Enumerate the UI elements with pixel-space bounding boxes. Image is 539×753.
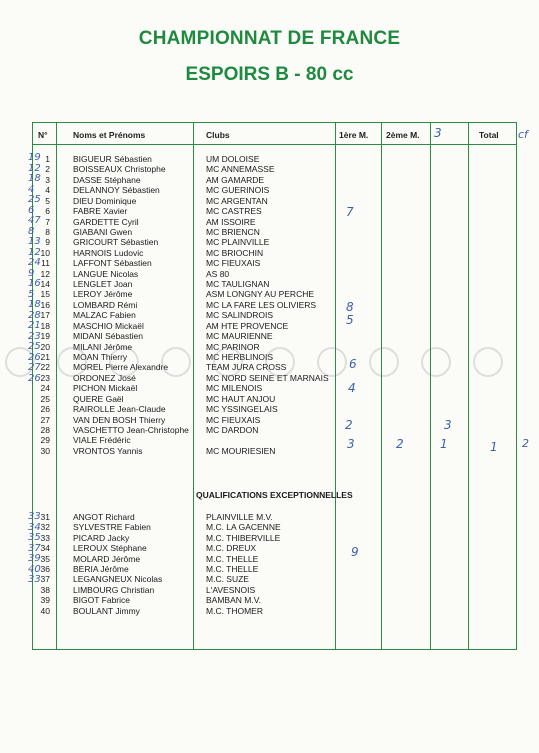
handwritten-mark: 4 — [348, 381, 356, 395]
handwritten-mark: 1 — [490, 440, 498, 454]
rider-number: 15 — [40, 289, 50, 300]
table-row — [0, 522, 539, 533]
handwritten-mark: 24 — [28, 257, 41, 268]
table-row — [0, 289, 539, 300]
handwritten-mark: 1 — [440, 437, 448, 451]
table-row — [0, 554, 539, 565]
rider-name: DASSE Stéphane — [73, 174, 141, 185]
rider-number: 39 — [40, 595, 50, 606]
rider-name: MOREL Pierre Alexandre — [73, 362, 169, 373]
rider-club: AM ISSOIRE — [206, 216, 256, 227]
handwritten-mark: 5 — [28, 288, 35, 300]
handwritten-mark: 33 — [28, 511, 41, 522]
header-clubs: Clubs — [206, 130, 230, 140]
table-row — [0, 512, 539, 523]
rider-name: BERIA Jérôme — [73, 564, 129, 574]
handwritten-mark: 21 — [28, 320, 41, 331]
rider-club: MC HAUT ANJOU — [206, 393, 276, 404]
handwritten-mark: 8 — [346, 300, 354, 314]
rider-club: MC BRIOCHIN — [206, 247, 264, 258]
rider-club: MC NORD SEINE ET MARNAIS — [206, 372, 329, 383]
rider-club: MC YSSINGELAIS — [206, 404, 278, 415]
rider-club: M.C. THELLE — [206, 564, 259, 574]
rider-name: DIEU Dominique — [73, 195, 137, 206]
watermark-strip — [0, 340, 539, 396]
handwritten-mark: 18 — [28, 299, 41, 310]
page-subtitle: ESPOIRS B - 80 cc — [185, 64, 354, 85]
rider-number: 11 — [41, 258, 50, 269]
rider-name: SYLVESTRE Fabien — [73, 522, 151, 533]
handwritten-mark: 33 — [28, 574, 41, 585]
handwritten-mark: 6 — [349, 357, 357, 371]
table-row — [0, 606, 539, 617]
rider-name: LOMBARD Rémi — [73, 299, 138, 310]
table-row — [0, 185, 539, 196]
table-row — [0, 446, 539, 457]
rider-number: 28 — [40, 424, 50, 435]
handwritten-mark: 9 — [351, 545, 359, 559]
table-row — [0, 574, 539, 585]
rider-club: MC PLAINVILLE — [206, 237, 270, 248]
page-title: CHAMPIONNAT DE FRANCE — [138, 28, 401, 49]
rider-number: 9 — [45, 237, 50, 248]
table-row — [0, 269, 539, 280]
rider-name: VAN DEN BOSH Thierry — [73, 414, 166, 425]
handwritten-mark: 40 — [28, 563, 41, 575]
rider-number: 26 — [40, 404, 50, 415]
rider-name: ORDONEZ José — [73, 372, 136, 383]
header-first-round: 1ère M. — [339, 130, 369, 140]
rider-name: LEROY Jérôme — [73, 289, 133, 300]
rider-name: BOISSEAUX Christophe — [73, 164, 166, 175]
rider-number: 18 — [40, 320, 50, 331]
rider-club: AM GAMARDE — [206, 174, 265, 185]
rider-number: 33 — [40, 532, 50, 543]
rider-club: MC SALINDROIS — [206, 310, 274, 321]
handwritten-mark: 12 — [28, 246, 41, 258]
rider-name: FABRE Xavier — [73, 206, 128, 217]
qualifications-heading: QUALIFICATIONS EXCEPTIONNELLES — [196, 490, 353, 500]
rider-number: 25 — [40, 393, 50, 404]
table-row — [0, 564, 539, 575]
handwritten-mark: 3 — [434, 126, 442, 140]
rider-club: M.C. LA GACENNE — [206, 522, 281, 533]
rider-club: MC HERBLINOIS — [206, 351, 274, 362]
rider-name: MOAN Thierry — [73, 351, 128, 362]
rider-number: 3 — [45, 174, 50, 185]
handwritten-mark: 2 — [345, 418, 353, 432]
handwritten-mark: 39 — [28, 553, 41, 564]
rider-club: MC MILENOIS — [206, 383, 263, 394]
rider-number: 29 — [40, 435, 50, 446]
rider-club: MC ANNEMASSE — [206, 164, 275, 175]
handwritten-mark: 2 — [396, 437, 404, 451]
rider-number: 40 — [40, 605, 50, 616]
rider-club: MC GUERINOIS — [206, 185, 270, 196]
rider-number: 20 — [40, 341, 50, 352]
rider-name: RAIROLLE Jean-Claude — [73, 404, 166, 415]
rider-number: 27 — [40, 414, 50, 425]
rider-number: 5 — [45, 195, 50, 206]
handwritten-mark: 25 — [28, 194, 41, 205]
handwritten-mark: 13 — [28, 236, 41, 247]
handwritten-mark: 7 — [346, 205, 354, 219]
rider-name: HARNOIS Ludovic — [73, 247, 144, 258]
rider-club: AM HTE PROVENCE — [206, 320, 289, 331]
rider-club: M.C. THOMER — [206, 605, 263, 616]
rider-club: MC PARINOR — [206, 341, 260, 352]
table-row — [0, 415, 539, 426]
rider-number: 37 — [40, 574, 50, 585]
rider-number: 2 — [45, 164, 50, 175]
handwritten-mark: 3 — [444, 418, 452, 432]
rider-club: BAMBAN M.V. — [206, 595, 261, 606]
rider-club: ASM LONGNY AU PERCHE — [206, 289, 315, 300]
table-row — [0, 175, 539, 186]
rider-club: M.C. SUZE — [206, 574, 249, 585]
rider-club: MC MAURIENNE — [206, 331, 273, 342]
rider-name: VIALE Frédéric — [73, 435, 131, 446]
rider-number: 8 — [45, 226, 50, 237]
rider-name: ANGOT Richard — [73, 512, 135, 522]
table-row — [0, 196, 539, 207]
table-row — [0, 425, 539, 436]
rider-club: MC ARGENTAN — [206, 195, 268, 206]
rider-name: GRICOURT Sébastien — [73, 237, 159, 248]
table-row — [0, 206, 539, 217]
rider-club: AS 80 — [206, 268, 230, 279]
rider-name: DELANNOY Sébastien — [73, 185, 160, 196]
rider-club: MC TAULIGNAN — [206, 279, 270, 290]
table-header-line — [32, 144, 516, 145]
rider-name: PICARD Jacky — [73, 532, 130, 543]
rider-name: LAFFONT Sébastien — [73, 258, 152, 269]
rider-number: 35 — [40, 553, 50, 564]
rider-number: 17 — [40, 310, 50, 321]
rider-number: 6 — [45, 206, 50, 217]
handwritten-mark: 16 — [28, 278, 41, 289]
rider-name: LENGLET Joan — [73, 279, 133, 290]
table-bottom-line — [32, 649, 516, 650]
rider-name: MILANI Jérôme — [73, 341, 133, 352]
handwritten-mark: 2 — [522, 437, 529, 450]
rider-number: 1 — [45, 154, 50, 164]
rider-number: 38 — [40, 584, 50, 595]
rider-name: GARDETTE Cyril — [73, 216, 139, 227]
table-row — [0, 164, 539, 175]
rider-club: M.C. DREUX — [206, 543, 257, 554]
handwritten-mark: 12 — [28, 162, 41, 174]
handwritten-mark: 5 — [346, 313, 354, 327]
table-row — [0, 404, 539, 415]
handwritten-mark: 37 — [28, 542, 41, 554]
rider-name: GIABANI Gwen — [73, 226, 133, 237]
rider-name: LEROUX Stéphane — [73, 543, 147, 554]
rider-number: 30 — [40, 445, 50, 456]
rider-number: 7 — [45, 216, 50, 227]
table-row — [0, 543, 539, 554]
table-row — [0, 217, 539, 228]
handwritten-mark: 28 — [28, 309, 41, 321]
rider-name: LANGUE Nicolas — [73, 268, 139, 279]
rider-club: MC LA FARE LES OLIVIERS — [206, 299, 317, 310]
rider-name: LIMBOURG Christian — [73, 584, 155, 595]
handwritten-mark: 9 — [28, 267, 35, 279]
table-row — [0, 154, 539, 165]
table-row — [0, 279, 539, 290]
rider-number: 34 — [40, 543, 50, 554]
handwritten-mark: 19 — [28, 152, 41, 163]
header-number: N° — [38, 130, 48, 140]
rider-name: MOLARD Jérôme — [73, 553, 141, 564]
handwritten-mark: 26 — [28, 351, 41, 363]
rider-number: 22 — [40, 362, 50, 373]
rider-number: 36 — [40, 564, 50, 574]
handwritten-mark: 8 — [28, 225, 35, 237]
rider-number: 19 — [40, 331, 50, 342]
table-row — [0, 237, 539, 248]
rider-club: TEAM JURA CROSS — [206, 362, 287, 373]
rider-number: 32 — [40, 522, 50, 533]
table-row — [0, 585, 539, 596]
rider-name: MIDANI Sébastien — [73, 331, 143, 342]
rider-name: MASCHIO Mickaël — [73, 320, 144, 331]
rider-name: MALZAC Fabien — [73, 310, 136, 321]
rider-name: VRONTOS Yannis — [73, 445, 143, 456]
rider-club: M.C. THELLE — [206, 553, 259, 564]
rider-club: MC FIEUXAIS — [206, 414, 261, 425]
handwritten-mark: 3 — [347, 437, 355, 451]
rider-name: VASCHETTO Jean-Christophe — [73, 424, 189, 435]
rider-name: BIGUEUR Sébastien — [73, 154, 152, 164]
rider-club: MC BRIENCN — [206, 226, 260, 237]
header-second-round: 2ème M. — [386, 130, 420, 140]
table-row — [0, 258, 539, 269]
rider-club: MC FIEUXAIS — [206, 258, 261, 269]
rider-name: QUERE Gaël — [73, 393, 124, 404]
table-row — [0, 321, 539, 332]
rider-club: MC DARDON — [206, 424, 259, 435]
handwritten-mark: 27 — [28, 362, 41, 373]
table-row — [0, 435, 539, 446]
rider-number: 21 — [40, 351, 50, 362]
table-row — [0, 533, 539, 544]
header-total: Total — [479, 130, 499, 140]
rider-club: M.C. THIBERVILLE — [206, 532, 281, 543]
rider-name: PICHON Mickaël — [73, 383, 138, 394]
rider-number: 31 — [40, 512, 50, 522]
rider-name: LEGANGNEUX Nicolas — [73, 574, 163, 585]
rider-number: 24 — [40, 383, 50, 394]
rider-club: MC CASTRES — [206, 206, 262, 217]
rider-number: 16 — [40, 299, 50, 310]
handwritten-mark: 47 — [28, 215, 41, 226]
rider-number: 4 — [45, 185, 50, 196]
handwritten-mark: 23 — [28, 330, 41, 342]
handwritten-mark: 4 — [28, 183, 35, 195]
rider-club: MC MOURIESIEN — [206, 445, 276, 456]
table-row — [0, 310, 539, 321]
rider-name: BIGOT Fabrice — [73, 595, 130, 606]
rider-club: UM DOLOISE — [206, 154, 260, 164]
handwritten-mark: 25 — [28, 341, 41, 352]
handwritten-mark: cf — [518, 128, 528, 141]
table-row — [0, 595, 539, 606]
table-row — [0, 300, 539, 311]
rider-number: 14 — [40, 279, 50, 290]
rider-number: 23 — [40, 372, 50, 383]
handwritten-mark: 26 — [28, 372, 41, 384]
rider-club: L'AVESNOIS — [206, 584, 256, 595]
table-top-line — [32, 122, 516, 123]
handwritten-mark: 34 — [28, 521, 41, 533]
rider-name: BOULANT Jimmy — [73, 605, 140, 616]
header-names: Noms et Prénoms — [73, 130, 146, 140]
rider-club: PLAINVILLE M.V. — [206, 512, 273, 522]
rider-number: 10 — [40, 247, 50, 258]
handwritten-mark: 35 — [28, 532, 41, 543]
rider-number: 12 — [40, 268, 50, 279]
handwritten-mark: 6 — [28, 204, 35, 216]
table-row — [0, 227, 539, 238]
table-row — [0, 248, 539, 259]
handwritten-mark: 18 — [28, 173, 41, 184]
